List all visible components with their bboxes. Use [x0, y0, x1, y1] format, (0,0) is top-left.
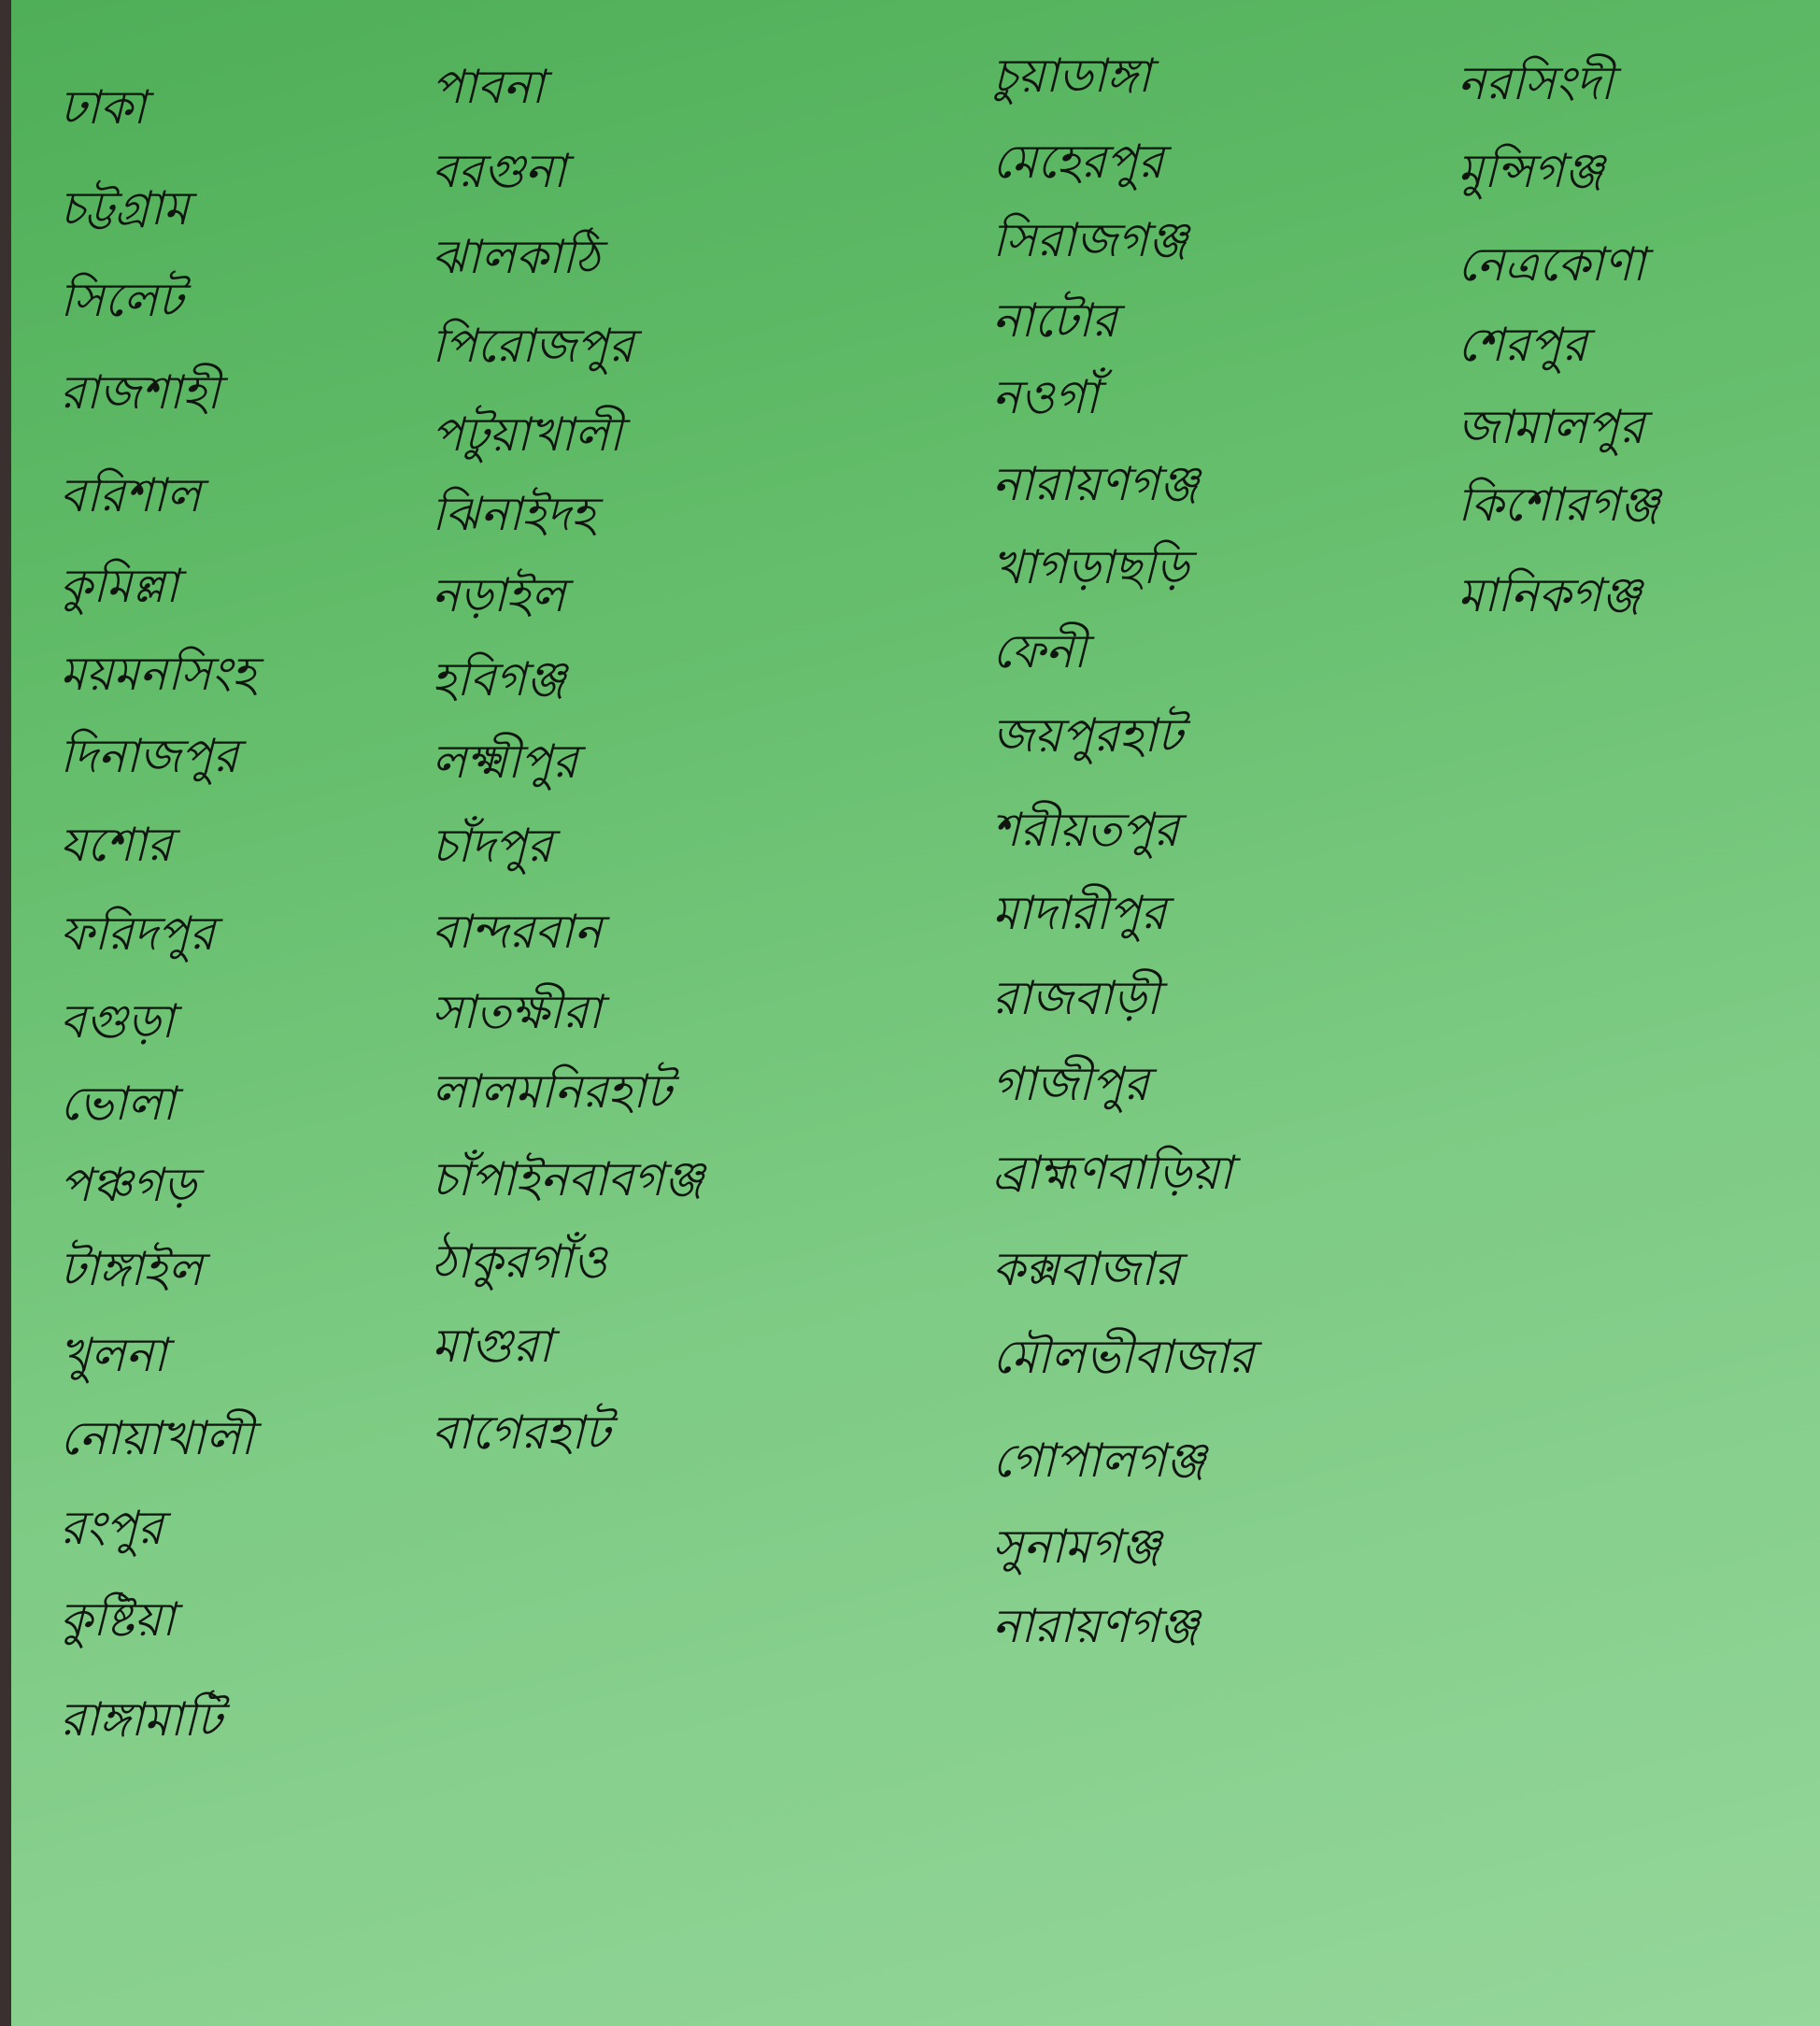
district-name: বান্দরবান [432, 905, 603, 959]
district-name: সাতক্ষীরা [432, 985, 602, 1039]
district-name: গাজীপুর [992, 1057, 1149, 1111]
district-name: সুনামগঞ্জ [992, 1520, 1161, 1574]
district-name: টাঙ্গাইল [60, 1242, 203, 1296]
district-name: কিশোরগঞ্জ [1457, 478, 1660, 532]
district-name: মানিকগঞ্জ [1457, 568, 1642, 622]
district-name: নোয়াখালী [60, 1411, 254, 1465]
district-name: ফরিদপুর [60, 906, 216, 961]
district-name: সিলেট [60, 273, 183, 327]
district-name: রংপুর [60, 1501, 164, 1555]
district-name: খুলনা [60, 1328, 167, 1382]
district-name: ঢাকা [60, 80, 147, 135]
district-name: নরসিংদী [1457, 56, 1614, 110]
district-name: লালমনিরহাট [432, 1064, 672, 1119]
district-name: চট্টগ্রাম [60, 181, 190, 235]
district-name: ঝিনাইদহ [432, 487, 596, 541]
district-name: শরীয়তপুর [992, 803, 1179, 857]
district-name: জামালপুর [1457, 400, 1645, 454]
district-name: নাটোর [992, 293, 1117, 348]
district-name: রাজবাড়ী [992, 971, 1160, 1025]
district-name: যশোর [60, 818, 173, 872]
district-name: পিরোজপুর [432, 319, 634, 373]
district-name: দিনাজপুর [60, 729, 239, 783]
district-name: মাগুরা [432, 1319, 552, 1373]
district-name: শেরপুর [1457, 318, 1587, 372]
district-name: মাদারীপুর [992, 886, 1167, 940]
district-name: কুষ্টিয়া [60, 1592, 176, 1647]
district-name: কক্সবাজার [992, 1242, 1180, 1296]
district-name: খাগড়াছড়ি [992, 540, 1189, 594]
district-name: ব্রাহ্মণবাড়িয়া [992, 1146, 1233, 1200]
district-name: নারায়ণগঞ্জ [992, 1599, 1200, 1653]
district-name: ভোলা [60, 1077, 176, 1131]
district-name: চাঁপাইনবাবগঞ্জ [432, 1152, 704, 1206]
district-name: জয়পুরহাট [992, 708, 1183, 763]
district-name: চাঁদপুর [432, 819, 553, 873]
district-name: পাবনা [432, 60, 545, 114]
green-paper-sheet [11, 0, 1820, 2026]
district-name: ঝালকাঠি [432, 230, 601, 284]
district-name: ময়মনসিংহ [60, 647, 256, 701]
district-name: নড়াইল [432, 568, 566, 622]
district-name: ফেনী [992, 624, 1087, 678]
district-name: রাজশাহী [60, 365, 220, 420]
district-name: পটুয়াখালী [432, 407, 623, 462]
district-name: গোপালগঞ্জ [992, 1434, 1206, 1488]
district-name: কুমিল্লা [60, 559, 179, 613]
district-name: নেত্রকোণা [1457, 237, 1646, 292]
district-name: হবিগঞ্জ [432, 652, 566, 706]
district-name: মুন্সিগঞ্জ [1457, 144, 1604, 198]
district-name: বগুড়া [60, 994, 175, 1049]
district-name: নওগাঁ [992, 370, 1099, 424]
district-name: পঞ্চগড় [60, 1158, 197, 1212]
district-name: নারায়ণগঞ্জ [992, 457, 1200, 511]
district-name: বরগুনা [432, 144, 567, 198]
district-name: ঠাকুরগাঁও [432, 1234, 607, 1289]
district-name: মেহেরপুর [992, 135, 1164, 189]
district-name: বরিশাল [60, 468, 201, 522]
district-name: লক্ষ্মীপুর [432, 735, 578, 789]
district-name: চুয়াডাঙ্গা [992, 49, 1151, 103]
district-name: রাঙ্গামাটি [60, 1692, 222, 1747]
district-name: সিরাজগঞ্জ [992, 213, 1188, 267]
district-name: বাগেরহাট [432, 1405, 610, 1460]
district-name: মৌলভীবাজার [992, 1330, 1255, 1384]
